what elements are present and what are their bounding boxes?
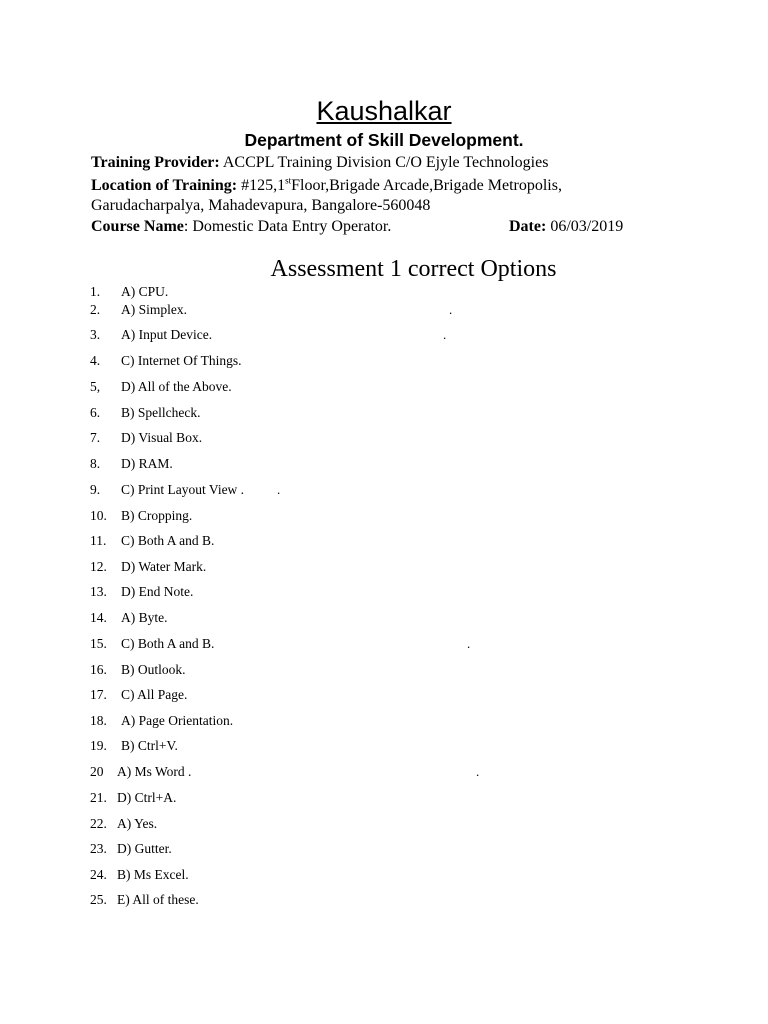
- answer-number: 20: [90, 764, 104, 779]
- answer-number: 11.: [90, 533, 107, 548]
- answer-option: A) Ms Word .: [117, 764, 192, 779]
- date-label: Date:: [509, 218, 547, 235]
- answer-option: A) Input Device.: [121, 327, 213, 342]
- answer-number: 15.: [90, 636, 107, 651]
- answer-number: 16.: [90, 662, 107, 677]
- answer-number: 6.: [90, 405, 101, 420]
- answer-option: D) Gutter.: [117, 841, 172, 856]
- answer-option: B) Ms Excel.: [117, 867, 189, 882]
- answer-option: B) Ctrl+V.: [121, 738, 178, 753]
- department-name: Department of Skill Development.: [244, 130, 524, 150]
- answer-option: D) All of the Above.: [121, 379, 232, 394]
- answer-option: A) Byte.: [121, 610, 168, 625]
- answer-number: 14.: [90, 610, 107, 625]
- answer-number: 17.: [90, 687, 107, 702]
- answer-option: A) Yes.: [117, 816, 158, 831]
- answer-option: B) Outlook.: [121, 662, 186, 677]
- answer-number: 21.: [90, 790, 107, 805]
- answer-number: 2.: [90, 302, 101, 317]
- answer-number: 9.: [90, 482, 101, 497]
- answer-number: 19.: [90, 738, 107, 753]
- answer-option: D) Visual Box.: [121, 430, 203, 445]
- answer-option: D) RAM.: [121, 456, 173, 471]
- answer-option: B) Cropping.: [121, 508, 193, 523]
- stray-mark: .: [443, 327, 447, 342]
- answer-option: C) All Page.: [121, 687, 188, 702]
- answer-option: D) Water Mark.: [121, 559, 207, 574]
- training-provider-value: ACCPL Training Division C/O Ejyle Technologies: [222, 154, 549, 171]
- answer-number: 22.: [90, 816, 107, 831]
- answer-option: D) Ctrl+A.: [117, 790, 177, 805]
- answer-option: C) Internet Of Things.: [121, 353, 242, 368]
- answer-option: A) Simplex.: [121, 302, 187, 317]
- answer-number: 10.: [90, 508, 107, 523]
- training-location-line-2: Garudacharpalya, Mahadevapura, Bangalore-560048: [91, 197, 431, 214]
- answer-option: A) CPU.: [121, 284, 169, 299]
- course-name-value: : Domestic Data Entry Operator.: [183, 218, 392, 235]
- answer-number: 13.: [90, 584, 107, 599]
- answer-number: 23.: [90, 841, 107, 856]
- answer-number: 25.: [90, 892, 107, 907]
- stray-mark: .: [476, 764, 480, 779]
- answer-number: 1.: [90, 284, 101, 299]
- answer-option: E) All of these.: [117, 892, 199, 907]
- answer-option: D) End Note.: [121, 584, 194, 599]
- answer-number: 18.: [90, 713, 107, 728]
- answer-number: 8.: [90, 456, 101, 471]
- answer-option: C) Both A and B.: [121, 533, 215, 548]
- course-name-label: Course Name: [91, 218, 184, 235]
- answer-number: 4.: [90, 353, 101, 368]
- answer-option: B) Spellcheck.: [121, 405, 201, 420]
- stray-mark: .: [277, 482, 281, 497]
- stray-mark: .: [467, 636, 471, 651]
- training-location-label: Location of Training:: [91, 177, 238, 194]
- answer-number: 24.: [90, 867, 107, 882]
- answer-option: A) Page Orientation.: [121, 713, 234, 728]
- training-location-value: #125,1stFloor,Brigade Arcade,Brigade Metropolis,: [241, 175, 562, 194]
- answer-number: 7.: [90, 430, 101, 445]
- answer-option: C) Both A and B.: [121, 636, 215, 651]
- training-provider-label: Training Provider:: [91, 154, 220, 171]
- answer-number: 5,: [90, 379, 101, 394]
- answer-number: 3.: [90, 327, 101, 342]
- date-value: 06/03/2019: [550, 218, 624, 235]
- answer-option: C) Print Layout View .: [121, 482, 245, 497]
- stray-mark: .: [449, 302, 453, 317]
- answer-number: 12.: [90, 559, 107, 574]
- assessment-heading: Assessment 1 correct Options: [270, 256, 557, 282]
- document-title: Kaushalkar: [316, 96, 452, 126]
